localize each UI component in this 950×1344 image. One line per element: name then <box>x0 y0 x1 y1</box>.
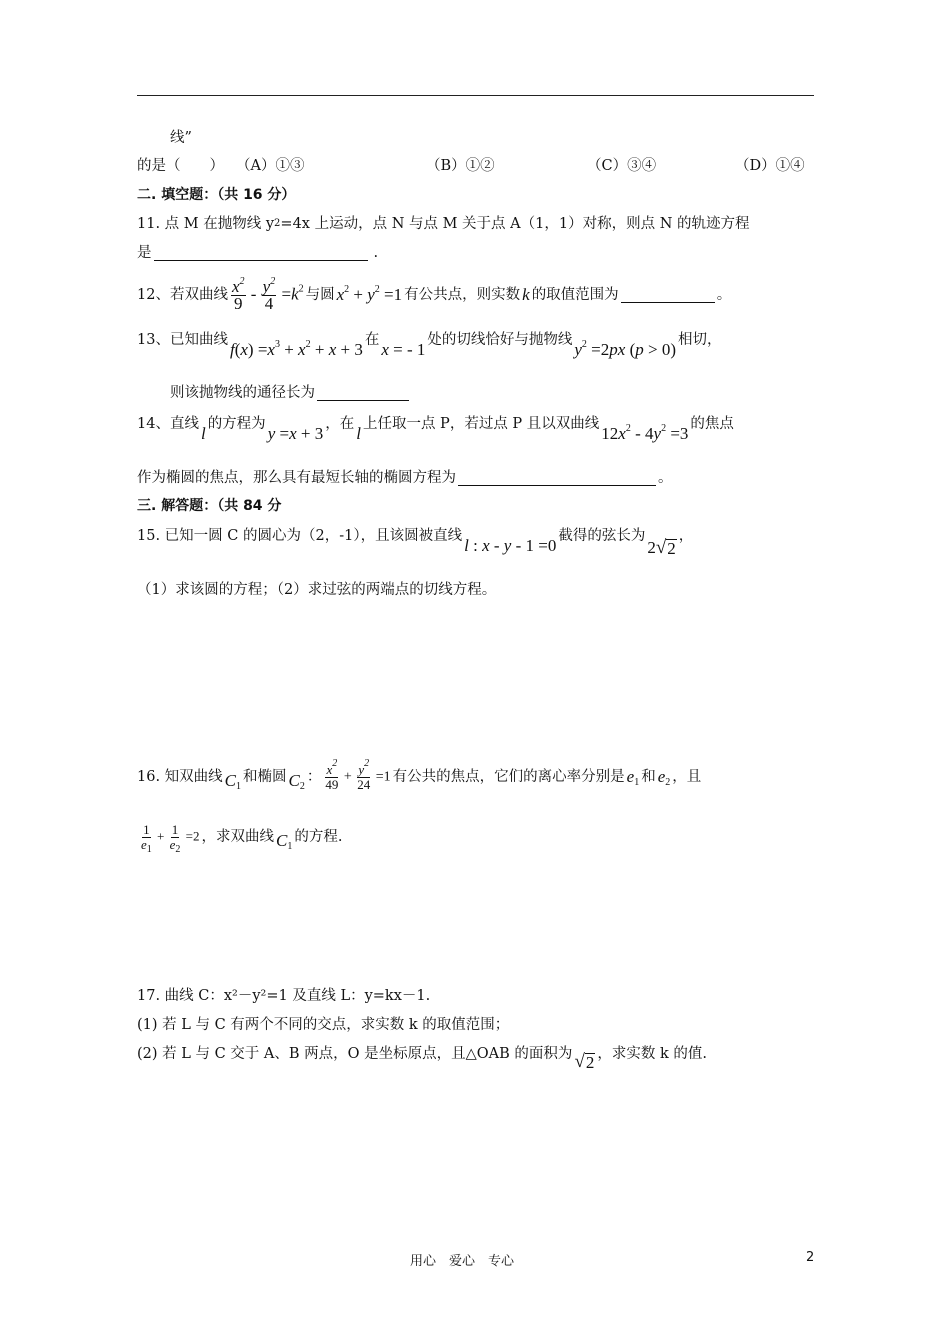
q12-text-b: 与圆 <box>305 287 335 303</box>
q14-line-l-symbol: l <box>200 424 206 443</box>
q14-text-c: ，在 <box>325 416 355 432</box>
q16-ellipse-formula: $\frac{x^2}{49}$ + $\frac{y^2}{24}$ =1 <box>325 757 391 792</box>
q14-hyperbola-formula: $12x^2 - 4y^2 =3$ <box>601 423 689 443</box>
q16-line2 <box>137 818 342 856</box>
q10-option-d: （D）①④ <box>735 158 805 174</box>
q16-text-e: 和 <box>641 769 656 785</box>
q16-hyperbola-c1-2: $C_1$ <box>276 831 293 852</box>
q13-text-b: 在 <box>364 332 380 348</box>
q16-condition-formula: $\frac{1}{e_1}$ + $\frac{1}{e_2}$ =2 <box>141 821 200 855</box>
q15-line1 <box>137 526 694 558</box>
q15-line2 <box>137 580 496 600</box>
q14-line1 <box>137 414 734 443</box>
q14-text-d: 上任取一点 P，若过点 P 且以双曲线 <box>362 416 600 432</box>
q14-answer-blank[interactable] <box>458 471 656 486</box>
q14-text-b: 的方程为 <box>207 416 266 432</box>
q16-e2: $e_2$ <box>657 767 671 788</box>
q10-continuation-text: 线” <box>170 130 192 146</box>
q11-text-c: 是 <box>137 245 152 261</box>
q10-option-b: （B）①② <box>426 158 495 174</box>
q16-ellipse-c2: $C_2$ <box>288 771 305 792</box>
section2-heading-text: 二. 填空题：（共 16 分） <box>137 187 296 203</box>
section3-heading-text: 三. 解答题：（共 84 分 <box>137 498 282 514</box>
q17-text-line1: 17. 曲线 C：x²－y²=1 及直线 L：y=kx－1. <box>137 988 431 1004</box>
q13-line2 <box>170 383 411 403</box>
q12-text-d: 的取值范围为 <box>531 287 619 303</box>
q12-answer-blank[interactable] <box>621 288 715 303</box>
q15-text-d: （1）求该圆的方程；（2）求过弦的两端点的切线方程。 <box>137 582 497 598</box>
q12-line <box>137 275 732 313</box>
q17-line2 <box>137 1015 509 1035</box>
q15-text-c: ， <box>678 528 694 544</box>
q13-text-c: 处的切线恰好与抛物线 <box>427 332 573 348</box>
q17-text-line2: (1) 若 L 与 C 有两个不同的交点，求实数 k 的取值范围； <box>137 1017 510 1033</box>
section3-heading <box>137 496 281 516</box>
q13-point-formula: x = - 1 <box>381 340 426 359</box>
q15-line-formula: l : x - y - 1 =0 <box>464 536 557 555</box>
q11-text-b: =4x 上运动，点 N 与点 M 关于点 A（1，1）对称，则点 N 的轨迹方程 <box>280 216 750 232</box>
q16-line1 <box>137 757 702 794</box>
q14-text-e: 的焦点 <box>690 416 734 432</box>
q16-text-f: ，且 <box>672 769 702 785</box>
q16-text-h: 的方程. <box>294 829 343 845</box>
q16-e1: $e_1$ <box>626 767 640 788</box>
q13-parabola-formula: $y^2 =2px$ (p > 0) <box>574 339 676 359</box>
q16-text-d: 有公共的焦点，它们的离心率分别是 <box>392 769 625 785</box>
q13-text-a: 13、已知曲线 <box>137 332 228 348</box>
q14-text-g: 。 <box>658 470 673 486</box>
q10-option-a: （A）①③ <box>236 158 305 174</box>
q15-text-a: 15. 已知一圆 C 的圆心为（2，-1），且该圆被直线 <box>137 528 463 544</box>
q11-line2 <box>137 243 378 263</box>
q17-text-line3a: (2) 若 L 与 C 交于 A、B 两点，O 是坐标原点，且△OAB 的面积为 <box>137 1046 573 1062</box>
q10-lead: 的是（ ） <box>137 158 224 174</box>
q17-area-sqrt2: √ 2 <box>574 1051 595 1072</box>
q16-text-c: ： <box>306 769 322 785</box>
q11-text-d: . <box>373 245 379 261</box>
q16-text-g: ，求双曲线 <box>201 829 274 845</box>
q17-line3 <box>137 1044 707 1072</box>
q16-text-a: 16. 知双曲线 <box>137 769 223 785</box>
q12-text-c: 有公共点，则实数 <box>404 287 521 303</box>
q13-text-e: 则该抛物线的通径长为 <box>170 385 315 401</box>
q11-line1: 11. 点 M 在抛物线 y 2 =4x 上运动，点 N 与点 M 关于点 A（1，1）对称，则点 N 的轨迹方程 <box>137 216 750 232</box>
footer-motto: 用心 爱心 专心 <box>410 1254 515 1269</box>
q13-answer-blank[interactable] <box>317 386 409 401</box>
q16-hyperbola-c1: $C_1$ <box>224 771 242 792</box>
q15-text-b: 截得的弦长为 <box>558 528 646 544</box>
q11-text-a: 11. 点 M 在抛物线 y <box>137 216 275 232</box>
q13-text-d: 相切， <box>677 332 722 348</box>
q12-variable-k: k <box>522 285 530 304</box>
q14-line2 <box>137 468 673 488</box>
q13-line1 <box>137 330 722 359</box>
q10-options <box>137 156 817 176</box>
q12-circle-formula: $x^2 + y^2 =1$ <box>336 284 403 304</box>
q10-option-c: （C）③④ <box>587 158 657 174</box>
q13-curve-formula: $f(x) =x^3 + x^2 + x + 3$ <box>229 339 363 359</box>
q14-text-f: 作为椭圆的焦点，那么具有最短长轴的椭圆方程为 <box>137 470 456 486</box>
footer-page-number: 2 <box>806 1250 815 1265</box>
q14-text-a: 14、直线 <box>137 416 199 432</box>
q14-line-formula: y =x + 3 <box>267 424 324 443</box>
section2-heading <box>137 185 295 205</box>
q12-text-a: 12、若双曲线 <box>137 287 228 303</box>
q16-text-b: 和椭圆 <box>243 769 287 785</box>
q17-line1 <box>137 986 430 1006</box>
q17-text-line3b: ，求实数 k 的值. <box>597 1046 707 1062</box>
q10-continuation <box>170 128 192 148</box>
q12-hyperbola-formula: $\frac{x^2}{9}$ - $\frac{y^2}{4}$ $=k^2$ <box>231 275 304 313</box>
header-rule <box>137 95 814 96</box>
q11-answer-blank[interactable] <box>154 246 368 261</box>
q12-text-e: 。 <box>716 287 732 303</box>
q14-line-l-symbol-2: l <box>356 424 361 443</box>
q15-chord-length: 2 √ 2 <box>647 537 676 558</box>
